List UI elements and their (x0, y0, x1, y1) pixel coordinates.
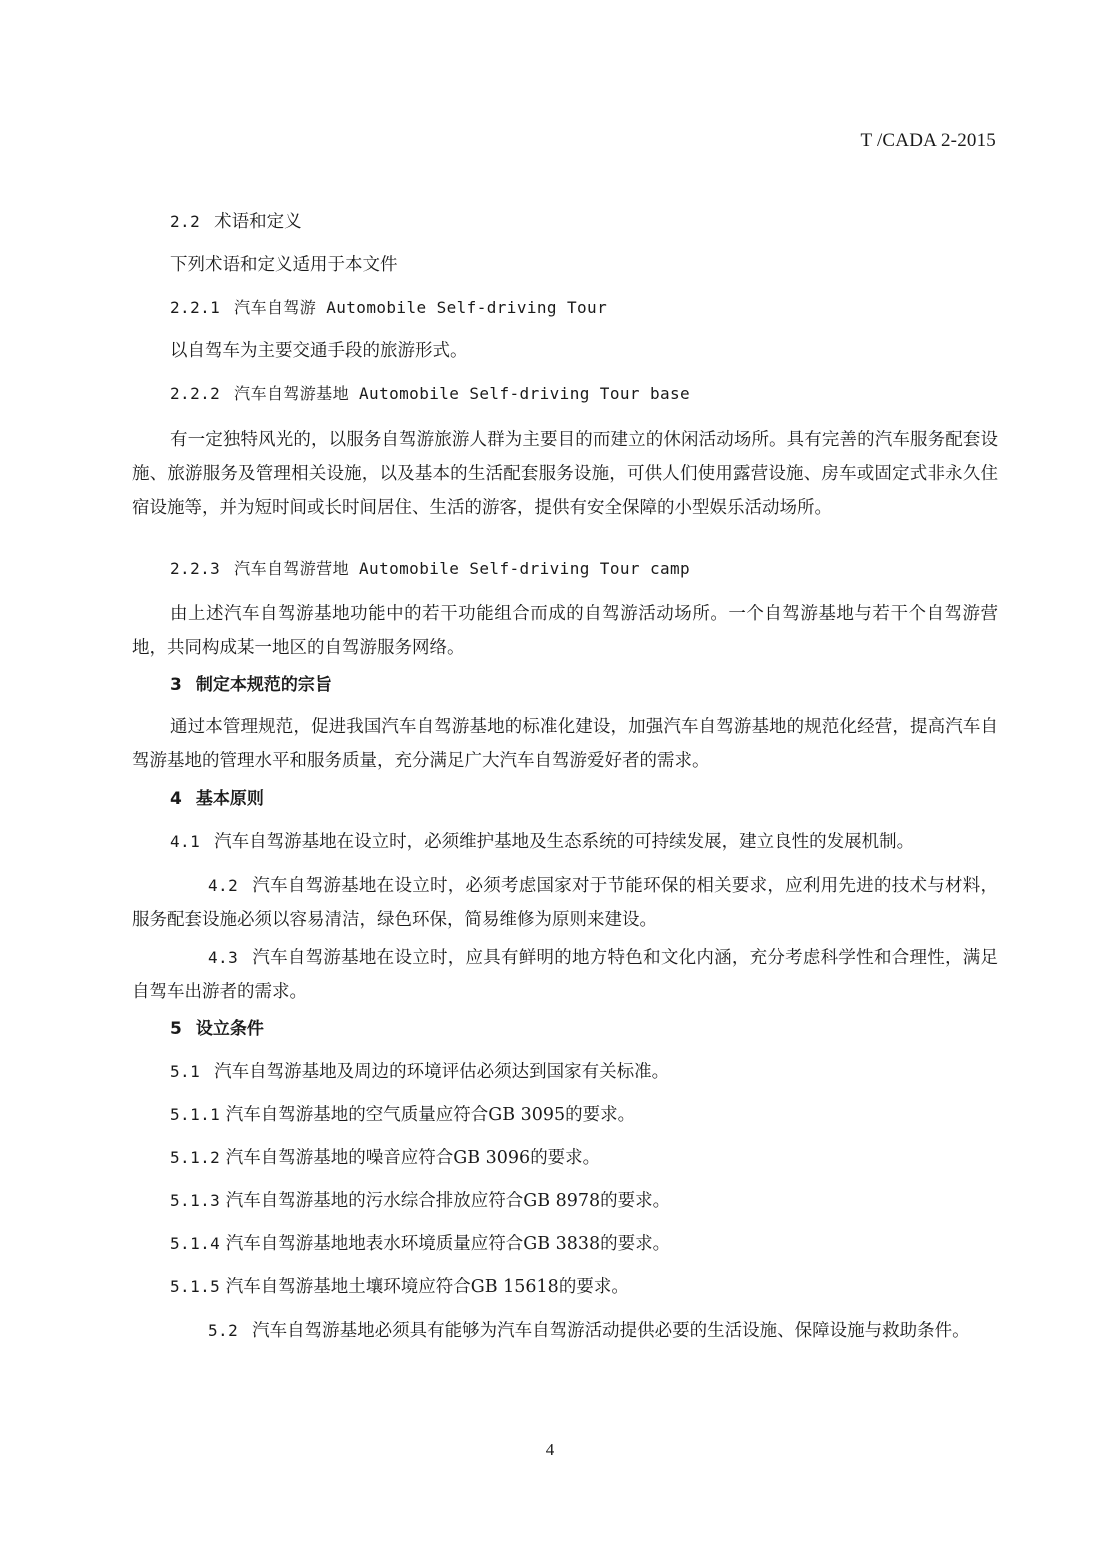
section-2-2-heading (170, 214, 302, 232)
clause-text: 汽车自驾游基地地表水环境质量应符合GB 3838的要求。 (225, 1234, 671, 1254)
clause-text: 汽车自驾游基地及周边的环境评估必须达到国家有关标准。 (214, 1062, 670, 1082)
section-3-body: 通过本管理规范，促进我国汽车自驾游基地的标准化建设，加强汽车自驾游基地的规范化经营，提高汽车自驾游基地的管理水平和服务质量，充分满足广大汽车自驾游爱好者的需求。 (132, 717, 998, 771)
section-number: 4 (170, 789, 182, 809)
section-number: 2.2 (170, 212, 201, 231)
clause-5-1-5 (170, 1279, 629, 1297)
term-2-2-2-definition: 有一定独特风光的，以服务自驾游旅游人群为主要目的而建立的休闲活动场所。具有完善的汽车服务配套设施、旅游服务及管理相关设施，以及基本的生活配套服务设施，可供人们使用露营设施、房车或固定式非永久住宿设施等，并为短时间或长时间居住、生活的游客，提供有安全保障的小型娱乐活动场所。 (132, 430, 998, 518)
clause-number: 5.1.4 (170, 1234, 221, 1253)
clause-text: 汽车自驾游基地土壤环境应符合GB 15618的要求。 (225, 1277, 629, 1297)
clause-number: 5.1.1 (170, 1105, 221, 1124)
term-number: 2.2.3 (170, 559, 221, 578)
clause-text: 汽车自驾游基地的噪音应符合GB 3096的要求。 (225, 1148, 601, 1168)
clause-text: 汽车自驾游基地在设立时，应具有鲜明的地方特色和文化内涵，充分考虑科学性和合理性，满足自驾车出游者的需求。 (132, 948, 998, 1002)
clause-text: 汽车自驾游基地在设立时，必须维护基地及生态系统的可持续发展，建立良性的发展机制。 (214, 832, 915, 852)
term-title: 汽车自驾游 Automobile Self-driving Tour (234, 298, 608, 317)
clause-5-1-1 (170, 1107, 635, 1125)
clause-4-1 (170, 834, 914, 852)
term-title: 汽车自驾游基地 Automobile Self-driving Tour base (234, 384, 691, 403)
term-2-2-1-heading (170, 300, 607, 318)
clause-number: 5.2 (208, 1321, 239, 1340)
clause-number: 5.1.3 (170, 1191, 221, 1210)
section-title: 基本原则 (195, 789, 264, 809)
document-code: T /CADA 2-2015 (860, 130, 996, 151)
term-2-2-3-heading (170, 561, 690, 579)
clause-text: 汽车自驾游基地必须具有能够为汽车自驾游活动提供必要的生活设施、保障设施与救助条件。 (252, 1321, 970, 1341)
section-2-2-intro: 下列术语和定义适用于本文件 (170, 255, 398, 275)
clause-5-1-3 (170, 1193, 670, 1211)
clause-number: 5.1.5 (170, 1277, 221, 1296)
term-title: 汽车自驾游营地 Automobile Self-driving Tour camp (234, 559, 691, 578)
clause-5-1-2 (170, 1150, 600, 1168)
term-2-2-1-definition: 以自驾车为主要交通手段的旅游形式。 (170, 341, 468, 361)
clause-text: 汽车自驾游基地的污水综合排放应符合GB 8978的要求。 (225, 1191, 671, 1211)
clause-number: 5.1 (170, 1062, 201, 1081)
section-title: 设立条件 (195, 1019, 264, 1039)
section-3-heading (170, 677, 332, 694)
clause-number: 4.3 (208, 948, 239, 967)
clause-text: 汽车自驾游基地的空气质量应符合GB 3095的要求。 (225, 1105, 636, 1125)
section-number: 5 (170, 1019, 182, 1039)
clause-4-3 (132, 941, 998, 1009)
clause-number: 4.1 (170, 832, 201, 851)
term-number: 2.2.1 (170, 298, 221, 317)
clause-number: 5.1.2 (170, 1148, 221, 1167)
section-4-heading (170, 791, 264, 808)
page-number: 4 (545, 1440, 555, 1459)
section-title: 术语和定义 (214, 212, 302, 232)
clause-5-2 (132, 1314, 998, 1348)
clause-text: 汽车自驾游基地在设立时，必须考虑国家对于节能环保的相关要求，应利用先进的技术与材料，服务配套设施必须以容易清洁，绿色环保，简易维修为原则来建设。 (132, 876, 998, 930)
section-number: 3 (170, 675, 182, 695)
clause-4-2 (132, 869, 998, 937)
section-5-heading (170, 1021, 264, 1038)
term-number: 2.2.2 (170, 384, 221, 403)
section-title: 制定本规范的宗旨 (195, 675, 332, 695)
clause-5-1-4 (170, 1236, 670, 1254)
term-2-2-3-definition: 由上述汽车自驾游基地功能中的若干功能组合而成的自驾游活动场所。一个自驾游基地与若干个自驾游营地，共同构成某一地区的自驾游服务网络。 (132, 604, 998, 658)
term-2-2-2-heading (170, 386, 690, 404)
clause-5-1 (170, 1064, 669, 1082)
clause-number: 4.2 (208, 876, 239, 895)
